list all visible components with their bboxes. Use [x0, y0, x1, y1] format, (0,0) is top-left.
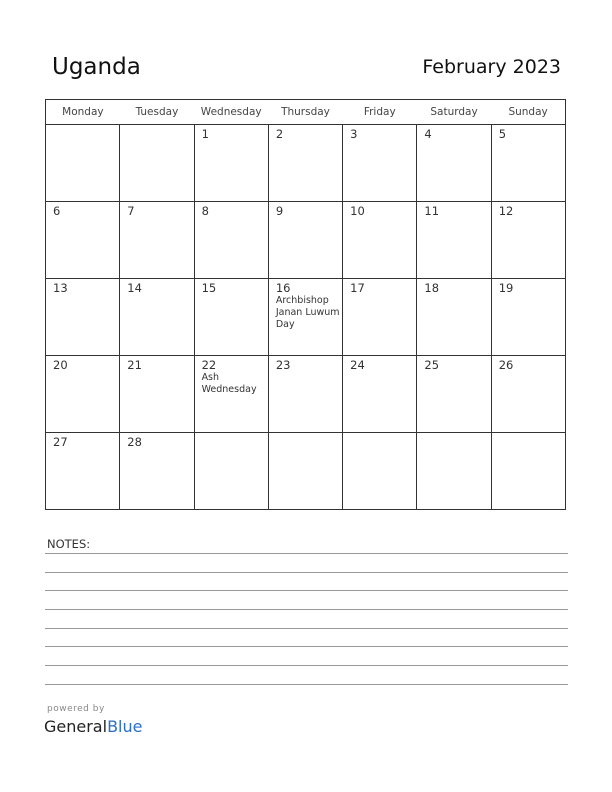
weekday-monday: Monday	[46, 100, 120, 125]
day-cell	[194, 433, 268, 510]
powered-by-text: powered by	[47, 704, 105, 714]
day-cell	[268, 433, 342, 510]
day-number: 17	[350, 281, 365, 295]
day-cell	[343, 202, 417, 279]
note-line	[45, 590, 568, 591]
day-number: 1	[201, 127, 209, 141]
week-row	[46, 202, 566, 279]
day-number: 14	[127, 281, 142, 295]
note-line	[45, 572, 568, 573]
day-cell	[417, 433, 491, 510]
day-cell	[194, 125, 268, 202]
weekday-header-row	[46, 100, 566, 125]
day-number: 15	[201, 281, 217, 295]
day-cell	[120, 356, 194, 433]
day-number: 22	[201, 358, 217, 372]
week-row	[46, 125, 566, 202]
day-cell	[120, 433, 194, 510]
day-cell	[120, 279, 194, 356]
day-cell	[46, 356, 120, 433]
note-line	[45, 628, 568, 629]
week-row	[46, 433, 566, 510]
day-cell	[491, 202, 565, 279]
day-number: 5	[498, 127, 507, 141]
weekday-saturday: Saturday	[417, 100, 491, 125]
day-number: 8	[201, 204, 209, 218]
weekday-friday: Friday	[343, 100, 417, 125]
day-cell	[46, 125, 120, 202]
day-cell	[46, 279, 120, 356]
country-title: Uganda	[52, 54, 141, 80]
note-line	[45, 665, 568, 666]
day-number: 6	[53, 204, 61, 218]
day-number: 20	[53, 358, 68, 372]
day-cell	[46, 202, 120, 279]
day-number: 4	[424, 127, 432, 141]
day-cell	[417, 356, 491, 433]
week-row	[46, 356, 566, 433]
note-line	[45, 609, 568, 610]
day-cell	[343, 125, 417, 202]
day-cell	[343, 279, 417, 356]
week-row	[46, 279, 566, 356]
day-number: 3	[350, 127, 358, 141]
day-cell	[268, 279, 342, 356]
note-line	[45, 553, 568, 554]
holiday-label: Archbishop Janan Luwum Day	[275, 295, 340, 330]
day-number: 10	[350, 204, 365, 218]
day-number: 19	[498, 281, 514, 295]
day-cell	[268, 356, 342, 433]
weekday-thursday: Thursday	[268, 100, 342, 125]
day-cell	[491, 433, 565, 510]
day-number: 21	[127, 358, 142, 372]
generalblue-logo[interactable]	[44, 717, 142, 736]
day-cell	[343, 433, 417, 510]
day-cell	[194, 279, 268, 356]
day-number: 11	[424, 204, 440, 218]
day-number: 2	[275, 127, 284, 141]
month-title: February 2023	[422, 56, 561, 78]
day-cell	[120, 125, 194, 202]
notes-label: NOTES:	[47, 537, 91, 551]
day-cell	[194, 202, 268, 279]
day-cell	[491, 279, 565, 356]
day-number: 18	[424, 281, 440, 295]
day-cell	[417, 202, 491, 279]
day-number: 23	[275, 358, 291, 372]
day-cell	[417, 279, 491, 356]
day-number: 12	[498, 204, 514, 218]
day-number: 13	[53, 281, 68, 295]
day-cell	[491, 125, 565, 202]
brand-general: General	[44, 717, 108, 736]
note-line	[45, 646, 568, 647]
day-number: 26	[498, 358, 514, 372]
weekday-wednesday: Wednesday	[194, 100, 268, 125]
calendar-grid	[45, 99, 566, 510]
day-cell	[343, 356, 417, 433]
day-number: 27	[53, 435, 68, 449]
day-cell	[46, 433, 120, 510]
brand-blue: Blue	[107, 717, 143, 736]
day-cell	[268, 125, 342, 202]
day-number: 7	[127, 204, 135, 218]
weekday-sunday: Sunday	[491, 100, 565, 125]
day-number: 16	[275, 281, 291, 295]
day-cell	[491, 356, 565, 433]
day-number: 28	[127, 435, 142, 449]
day-cell	[417, 125, 491, 202]
day-cell	[120, 202, 194, 279]
day-cell	[268, 202, 342, 279]
day-number: 24	[350, 358, 365, 372]
note-line	[45, 684, 568, 685]
weekday-tuesday: Tuesday	[120, 100, 194, 125]
day-number: 25	[424, 358, 440, 372]
day-number: 9	[275, 204, 284, 218]
holiday-label: Ash Wednesday	[201, 372, 257, 395]
day-cell	[194, 356, 268, 433]
